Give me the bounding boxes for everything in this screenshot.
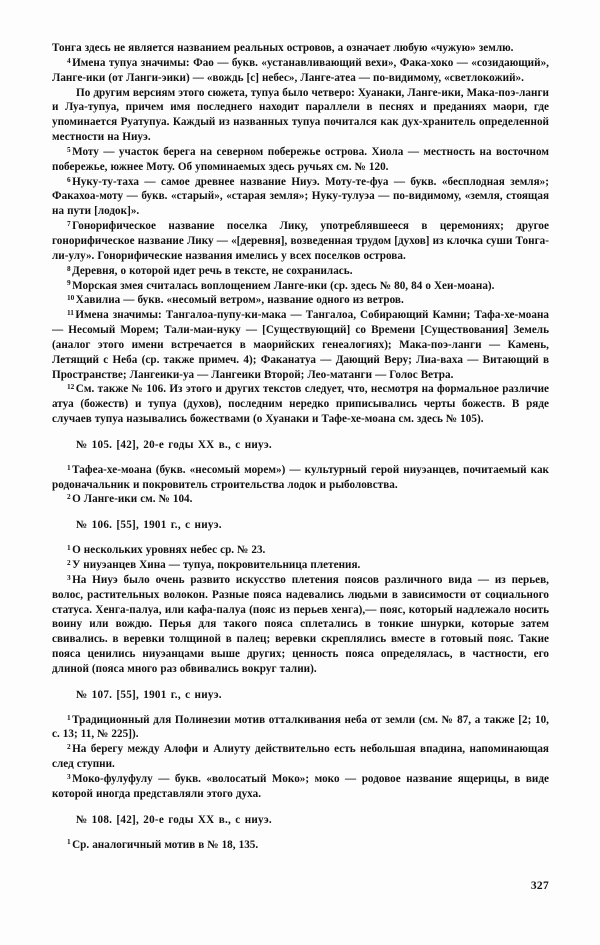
footnote-7 [52,219,549,264]
spacer [52,703,549,713]
footnote-5 [52,145,549,175]
footnote-text: О нескольких уровнях небес ср. № 23. [72,544,266,557]
footnote-marker: 10 [67,293,75,303]
footnote-text: Гонорифическое название поселка Лику, употреблявшееся в церемониях; другое гонорифическое название Лику — «[деревня], возведенная трудом [духов] из клочка суши Тонга-ли-улу». Гонорифические названия имелись у всех поселков острова. [52,220,549,262]
section-heading-107 [52,688,549,703]
paragraph-body-1 [52,86,549,145]
spacer [52,802,549,813]
footnote-106-3 [52,573,549,677]
spacer [52,453,549,463]
footnote-8 [52,264,549,279]
footnote-text: Хавилиа — букв. «несомый ветром», название одного из ветров. [75,294,404,307]
footnote-10 [52,293,549,308]
heading-text: № 105. [42], 20-е годы XX в., с ниуэ. [76,438,272,451]
footnote-105-2 [52,492,549,507]
heading-text: № 107. [55], 1901 г., с ниуэ. [76,688,222,701]
footnote-marker: 7 [67,219,71,229]
footnote-marker: 5 [67,144,71,154]
footnote-marker: 2 [67,742,71,752]
footnote-text: У ниуэанцев Хина — тупуа, покровительница плетения. [72,559,361,571]
footnote-107-2 [52,742,549,772]
spacer [52,427,549,438]
section-heading-108 [52,813,549,828]
footnote-106-2 [52,558,549,573]
footnote-text: Деревня, о которой идет речь в тексте, не сохранилась. [72,264,353,277]
footnote-text: Моко-фулуфулу — букв. «волосатый Моко»; моко — родовое название ящерицы, в виде которой иногда представляли этого духа. [52,772,549,800]
section-heading-105 [52,438,549,453]
footnote-text: Имена тупуа значимы: Фао — букв. «устанавливающий вехи», Фака-хоко — «созидающий», Ланге-ики (от Ланги-эики) — «вождь [с] небес», Ланге-атеа — по-видимому, «светлокожий». [52,56,549,84]
notes-column [52,41,549,852]
spacer [52,507,549,518]
footnote-105-1 [52,463,549,493]
footnote-text: Морская змея считалась воплощением Ланге-ики (ср. здесь № 80, 84 о Хеи-моана). [72,279,495,292]
footnote-text: На берегу между Алофи и Алиуту действительно есть небольшая впадина, напоминающая след ступни. [52,743,549,771]
footnote-12 [52,382,549,427]
footnote-marker: 4 [67,55,71,65]
footnote-text: О Ланге-ики см. № 104. [72,493,193,506]
footnote-107-1 [52,713,549,743]
footnote-text: См. также № 106. Из этого и других текстов следует, что, несмотря на формальное различие атуа (божеств) и тупуа (духов), последним нередко приписывались черты божеств. В ряде случаев тупуа назывались божествами (о Хуанаки и Тафе-хе-моана см. здесь № 105). [52,383,549,426]
footnote-marker: 8 [67,263,71,273]
heading-text: № 106. [55], 1901 г., с ниуэ. [76,519,222,532]
footnote-marker: 9 [67,278,71,288]
footnote-marker: 1 [67,543,71,553]
footnote-text: Ср. аналогичный мотив в № 18, 135. [72,838,259,851]
footnote-marker: 3 [67,771,71,781]
spacer [52,533,549,543]
spacer [52,677,549,688]
footnote-text: Моту — участок берега на северном побережье острова. Хиола — местность на восточном побережье, южнее Моту. Об упоминаемых здесь ручьях см. № 120. [52,145,549,173]
footnote-marker: 12 [67,382,75,392]
footnote-marker: 11 [67,308,74,318]
footnote-marker: 2 [67,557,71,567]
page-number: 327 [530,880,549,892]
footnote-107-3 [52,772,549,802]
paragraph-text: Тонга здесь не является названием реальных островов, а означает любую «чужую» землю. [52,42,514,54]
footnote-marker: 6 [67,174,71,184]
spacer [52,828,549,838]
footnote-text: Имена значимы: Тангалоа-пупу-ки-мака — Тангалоа, Собирающий Камни; Тафа-хе-моана — Несомый Морем; Тали-маи-нуку — [Существующий] со Времени [Существования] Земель (аналог этого имени встречается в маорийских генеалогиях); Мака-поэ-ланги — Камень, Летящий с Неба (ср. также примеч. 4); Факанатуа — Дающий Веру; Лиа-ваха — Витающий в Пространстве; Лангеики-уа — Лангеики Второй; Лео-матанги — Голос Ветра. [52,309,549,381]
footnote-text: Традиционный для Полинезии мотив отталкивания неба от земли (см. № 87, а также [2; 10, с. 13; 11, № 225]). [52,713,549,741]
footnote-marker: 1 [67,462,71,472]
footnote-text: Нуку-ту-таха — самое древнее название Ниуэ. Моту-те-фуа — букв. «бесплодная земля»; Факахоа-моту — букв. «старый», «старая земля»; Нуку-тулуэа — по-видимому, «земля, стоящая на пути [лодок]». [52,175,549,218]
footnote-marker: 1 [67,712,71,722]
footnote-4 [52,56,549,86]
footnote-9 [52,279,549,294]
footnote-text: Тафеа-хе-моана (букв. «несомый морем») — культурный герой ниуэанцев, почитаемый как родоначальник и покровитель строительства лодок и рыболовства. [52,463,549,491]
footnote-11 [52,308,549,382]
heading-text: № 108. [42], 20-е годы XX в., с ниуэ. [76,813,272,826]
paragraph-text: По другим версиям этого сюжета, тупуа было четверо: Хуанаки, Ланге-ики, Мака-поэ-ланги и Луа-тупуа, причем имя последнего находит параллели в песнях и преданиях маори, где упоминается Руатупуа. Каждый из названных тупуа почитался как дух-хранитель определенной местности на Ниуэ. [52,86,549,144]
footnote-marker: 3 [67,572,71,582]
section-heading-106 [52,518,549,533]
footnote-text: На Ниуэ было очень развито искусство плетения поясов различного вида — из перьев, волос, растительных волокон. Разные пояса надевались людьми в зависимости от социального статуса. Хенга-палуа, или кафа-палуа (пояс из перьев хенга),— пояс, который надлежало носить воину или вождю. Перья для такого пояса сплетались в тонкие шнурки, которые затем свивались. в веревки толщиной в палец; веревки скреплялись вместе в готовый пояс. Такие пояса ценились ниуэанцами выше других; ценность пояса определялась, в частности, его длиной (пояса много раз обвивались вокруг талии). [52,573,549,675]
footnote-108-1 [52,838,549,853]
footnote-106-1 [52,543,549,558]
footnote-marker: 2 [67,492,71,502]
footnote-6 [52,175,549,220]
paragraph-continued [52,41,549,56]
footnote-marker: 1 [67,837,71,847]
